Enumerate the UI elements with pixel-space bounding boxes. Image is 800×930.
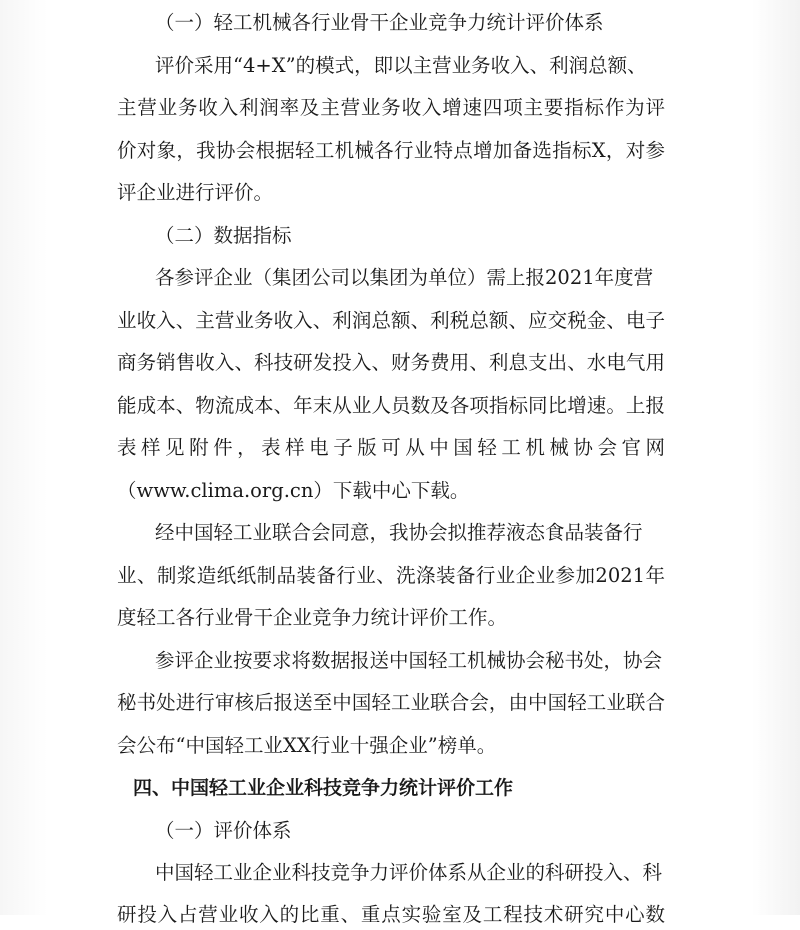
paragraph-line: 业收入、主营业务收入、利润总额、利税总额、应交税金、电子 [117, 309, 665, 332]
paragraph-line: 中国轻工业企业科技竞争力评价体系从企业的科研投入、科 [155, 861, 663, 884]
paragraph-line: 评企业进行评价。 [117, 181, 274, 204]
section-heading-3: （一）评价体系 [155, 819, 292, 842]
paragraph-line: 秘书处进行审核后报送至中国轻工业联合会，由中国轻工业联合 [117, 691, 665, 714]
section-heading-1: （一）轻工机械各行业骨干企业竞争力统计评价体系 [155, 11, 604, 34]
paragraph-line: （www.clima.org.cn）下载中心下载。 [117, 479, 470, 502]
paragraph-line: 能成本、物流成本、年末从业人员数及各项指标同比增速。上报 [117, 394, 665, 417]
paragraph-line: 会公布“中国轻工业XX行业十强企业”榜单。 [117, 734, 497, 757]
section-heading-2: （二）数据指标 [155, 224, 292, 247]
paragraph-line: 各参评企业（集团公司以集团为单位）需上报2021年度营 [155, 266, 654, 289]
paragraph-line: 参评企业按要求将数据报送中国轻工机械协会秘书处，协会 [155, 649, 663, 672]
paragraph-line: 评价采用“4+X”的模式，即以主营业务收入、利润总额、 [155, 54, 647, 77]
paragraph-line: 经中国轻工业联合会同意，我协会拟推荐液态食品装备行 [155, 521, 643, 544]
paragraph-line: 研投入占营业收入的比重、重点实验室及工程技术研究中心数 [117, 903, 665, 926]
paragraph-line: 价对象，我协会根据轻工机械各行业特点增加备选指标X，对参 [117, 139, 665, 162]
paragraph-line: 度轻工各行业骨干企业竞争力统计评价工作。 [117, 606, 508, 629]
paragraph-line: 主营业务收入利润率及主营业务收入增速四项主要指标作为评 [117, 96, 665, 119]
chapter-heading: 四、中国轻工业企业科技竞争力统计评价工作 [133, 777, 514, 799]
paragraph-line: 表样见附件，表样电子版可从中国轻工机械协会官网 [117, 436, 665, 459]
paragraph-line: 商务销售收入、科技研发投入、财务费用、利息支出、水电气用 [117, 351, 665, 374]
paragraph-line: 业、制浆造纸纸制品装备行业、洗涤装备行业企业参加2021年 [117, 564, 665, 587]
